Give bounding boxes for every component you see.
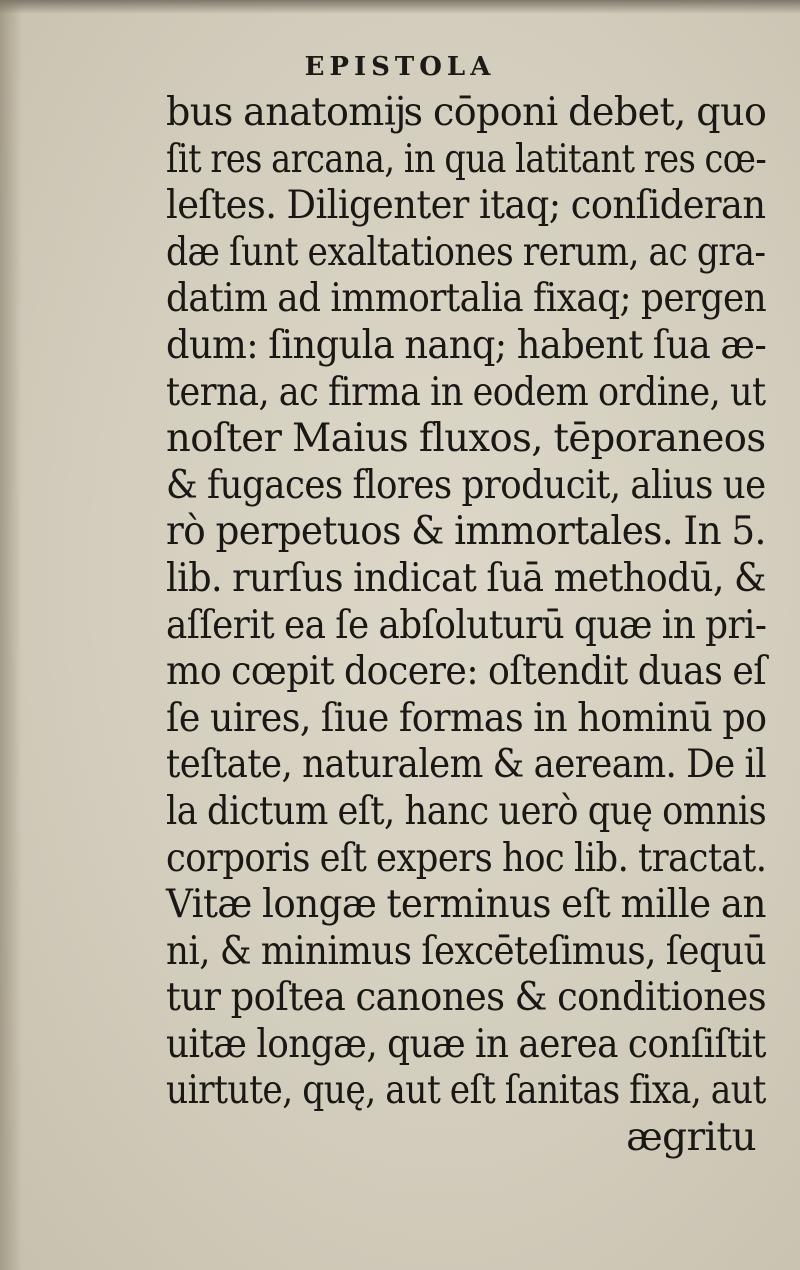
text-line: leſtes. Diligenter itaq; conſideran: [166, 183, 766, 229]
catchword: ægritu: [626, 1115, 756, 1161]
text-line: tur poſtea canones & conditiones: [166, 975, 767, 1021]
text-line: ni, & minimus ſexcēteſimus, ſequū: [166, 928, 766, 974]
text-line: uirtute, quę, aut eſt ſanitas fixa, aut: [166, 1068, 766, 1114]
text-line: ſit res arcana, in qua latitant res cœ-: [166, 136, 767, 182]
running-head: EPISTOLA: [304, 52, 496, 82]
text-line: uitæ longæ, quæ in aerea conſiſtit: [166, 1021, 766, 1067]
text-line: rò perpetuos & immortales. In 5.: [166, 509, 766, 555]
text-line: la dictum eſt, hanc uerò quę omnis: [166, 788, 767, 834]
text-line: teſtate, naturalem & aeream. De il: [166, 742, 767, 788]
text-line: & fugaces flores producit, alius ue: [166, 462, 766, 508]
text-line: aſſerit ea ſe abſoluturū quæ in pri-: [166, 602, 767, 648]
text-line: lib. rurſus indicat ſuā methodū, &: [166, 555, 766, 601]
text-line: noſter Maius fluxos, tēporaneos: [166, 416, 766, 462]
text-block: [166, 90, 766, 1162]
text-line: mo cœpit docere: oſtendit duas eſ: [166, 649, 767, 695]
text-line: dæ ſunt exaltationes rerum, ac gra-: [166, 229, 766, 275]
text-line: datim ad immortalia fixaq; pergen: [166, 276, 767, 322]
text-line: terna, ac firma in eodem ordine, ut: [166, 369, 766, 415]
text-line: bus anatomĳs cōponi debet, quo: [166, 90, 767, 135]
text-line: Vitæ longæ terminus eſt mille an: [166, 882, 766, 928]
text-line: dum: ſingula nanq; habent ſua æ-: [166, 322, 767, 368]
text-line: corporis eſt expers hoc lib. tractat.: [166, 835, 767, 881]
text-line: ſe uires, ſiue formas in hominū po: [166, 695, 767, 741]
